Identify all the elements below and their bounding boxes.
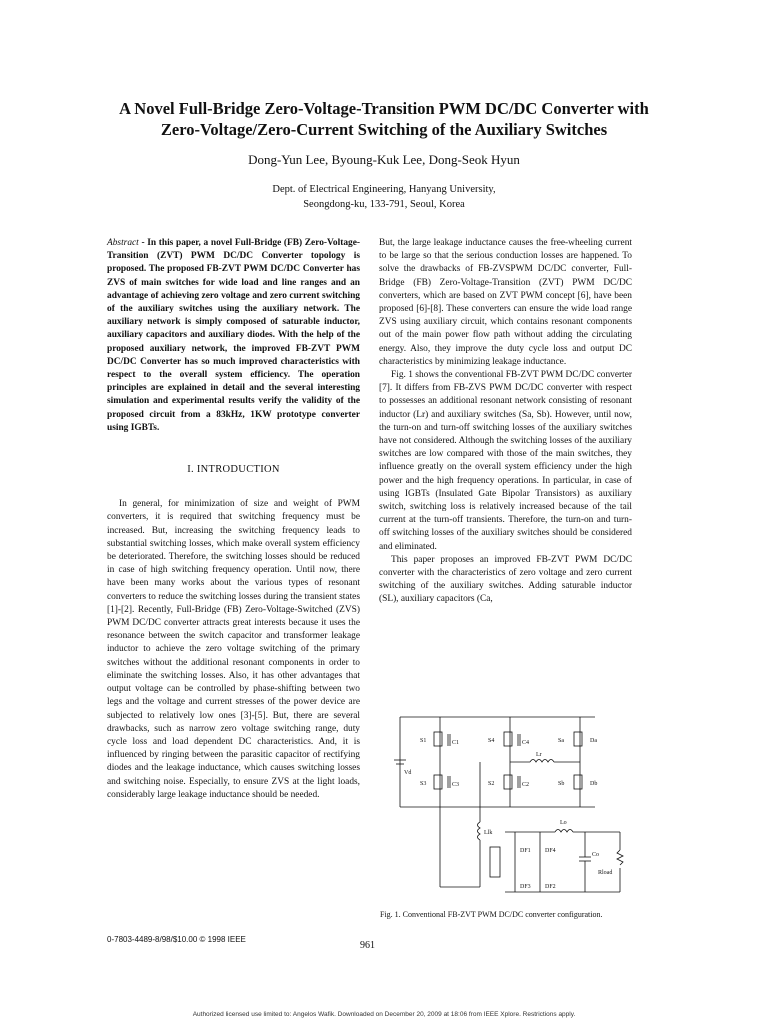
intro-paragraph: In general, for minimization of size and weight of PWM converters, it is required that switching frequency must be increased. But, increasing the switching frequency leads to substantial switching losses, which make overall system efficiency be deteriorated. Therefore, the switching losses should be reduced in case of high switching frequency operation. Until now, there have been many works about the various types of resonant converters to reduce the switching losses during the transient states [1]-[2]. Recently, Full-Bridge (FB) Zero-Voltage-Switched (ZVS) PWM DC/DC converter attracts great interests because it uses the resonance between the switch capacitor and transformer leakage inductor to achieve the zero voltage switching of the primary switches without the additional resonant components in order to eliminate the switching losses. Also, it has other advantages that output voltage can be controlled by phase-shifting between two legs and the voltage and current stresses of the power device are subjected to relatively low ones [3]-[5]. But, there are several drawbacks, such as narrow zero voltage switching range, duty cycle loss and load dependent DC characteristics. And, it is influenced by ringing between the parasitic capacitor of rectifying diodes and the leakage inductance, which causes switching losses and switching noise. Especially, to ensure ZVS at the light loads, considerably large leakage inductance should be needed. bbox=[107, 499, 360, 800]
title-line-1: A Novel Full-Bridge Zero-Voltage-Transition PWM DC/DC Converter with bbox=[119, 99, 649, 118]
label-c1: C1 bbox=[452, 740, 460, 746]
left-column bbox=[107, 237, 360, 802]
circuit-diagram bbox=[380, 712, 630, 902]
page-number: 961 bbox=[360, 940, 375, 951]
copyright-line: 0-7803-4489-8/98/$10.00 © 1998 IEEE bbox=[107, 935, 246, 944]
label-da: Da bbox=[590, 738, 597, 744]
title-line-2: Zero-Voltage/Zero-Current Switching of the Auxiliary Switches bbox=[160, 120, 608, 139]
label-df2: DF2 bbox=[545, 884, 556, 890]
abstract bbox=[107, 237, 360, 435]
label-lo: Lo bbox=[560, 820, 567, 826]
label-df1: DF1 bbox=[520, 848, 531, 854]
label-rload: Rload bbox=[598, 870, 613, 876]
right-paragraph-2: Fig. 1 shows the conventional FB-ZVT PWM DC/DC converter [7]. It differs from FB-ZVS PWM DC/DC converter with respect to possesses an additional resonant network consisting of resonant inductor (Lr) and auxiliary switches (Sa, Sb). However, until now, the turn-on and turn-off switching losses of the auxiliary switches have not considered. Although the switching losses of the auxiliary switches are low compared with those of the main switches, they influence greatly on the overall system efficiency under the high power and the high frequency operations. In particular, in case of using IGBTs (Insulated Gate Bipolar Transistors) as auxiliary switch, switching loss is relatively increased because of the tail current at the turn-off transients. Therefore, the turn-on and turn-off switching losses of the auxiliary switches should be considered and eliminated. bbox=[379, 370, 632, 552]
label-c2: C2 bbox=[522, 782, 530, 788]
label-c4: C4 bbox=[522, 740, 530, 746]
label-df3: DF3 bbox=[520, 884, 531, 890]
figure-caption: Fig. 1. Conventional FB-ZVT PWM DC/DC converter configuration. bbox=[380, 910, 603, 919]
label-lr: Lr bbox=[536, 752, 542, 758]
label-sa: Sa bbox=[558, 738, 564, 744]
label-s2: S2 bbox=[488, 781, 495, 787]
label-sb: Sb bbox=[558, 781, 565, 787]
authorization-note: Authorized licensed use limited to: Angelos Wafik. Downloaded on December 20, 2009 at 18:06 from IEEE Xplore. Restrictions apply. bbox=[192, 1011, 576, 1018]
label-c3: C3 bbox=[452, 782, 460, 788]
label-s4: S4 bbox=[488, 738, 495, 744]
label-s3: S3 bbox=[420, 781, 427, 787]
label-df4: DF4 bbox=[545, 848, 556, 854]
label-s1: S1 bbox=[420, 738, 427, 744]
authors: Dong-Yun Lee, Byoung-Kuk Lee, Dong-Seok Hyun bbox=[248, 152, 520, 167]
label-vd: Vd bbox=[404, 770, 412, 776]
section-heading-introduction: I. INTRODUCTION bbox=[187, 464, 280, 476]
label-db: Db bbox=[590, 781, 598, 787]
paper-title bbox=[40, 98, 728, 140]
label-co: Co bbox=[592, 852, 600, 858]
affiliation-line-2: Seongdong-ku, 133-791, Seoul, Korea bbox=[303, 199, 465, 210]
abstract-label: Abstract bbox=[107, 238, 139, 248]
abstract-text: - In this paper, a novel Full-Bridge (FB) Zero-Voltage-Transition (ZVT) PWM DC/DC Converter topology is proposed. The proposed FB-ZVT PWM DC/DC Converter has ZVS of main switches for wide load and line ranges and an advantage of achieving zero voltage and zero current switching of the auxiliary switches using the auxiliary network. The auxiliary network is simply composed of saturable inductor, auxiliary capacitors and auxiliary diodes. With the help of the proposed auxiliary network, the improved FB-ZVT PWM DC/DC Converter has so much improved characteristics with respect to the overall system efficiency. The operation principles are explained in detail and the several interesting simulation and experimental results verify the validity of the proposed circuit from a 83kHz, 1KW prototype converter using IGBTs. bbox=[107, 238, 360, 433]
affiliation bbox=[40, 182, 728, 212]
right-paragraph-3: This paper proposes an improved FB-ZVT PWM DC/DC converter with the characteristics of zero voltage and zero current switching of the auxiliary switches. Adding saturable inductor (SL), auxiliary capacitors (Ca, bbox=[379, 554, 632, 605]
label-llk: Llk bbox=[484, 830, 493, 836]
right-paragraph-1: But, the large leakage inductance causes the free-wheeling current to be large so that the serious conduction losses are happened. To solve the drawbacks of FB-ZVSPWM DC/DC converter, Full-Bridge (FB) Zero-Voltage-Transition (ZVT) PWM DC/DC converters, which are based on ZVT PWM concept [6], have been proposed [6]-[8]. These converters can ensure the wide load range ZVS using auxiliary circuit, which contains resonant components out of the main power flow path without adding the circulating energy. Also, they improve the duty cycle loss and output DC characteristics by minimizing leakage inductance. bbox=[379, 238, 632, 367]
affiliation-line-1: Dept. of Electrical Engineering, Hanyang University, bbox=[272, 184, 496, 195]
right-column bbox=[379, 237, 632, 607]
